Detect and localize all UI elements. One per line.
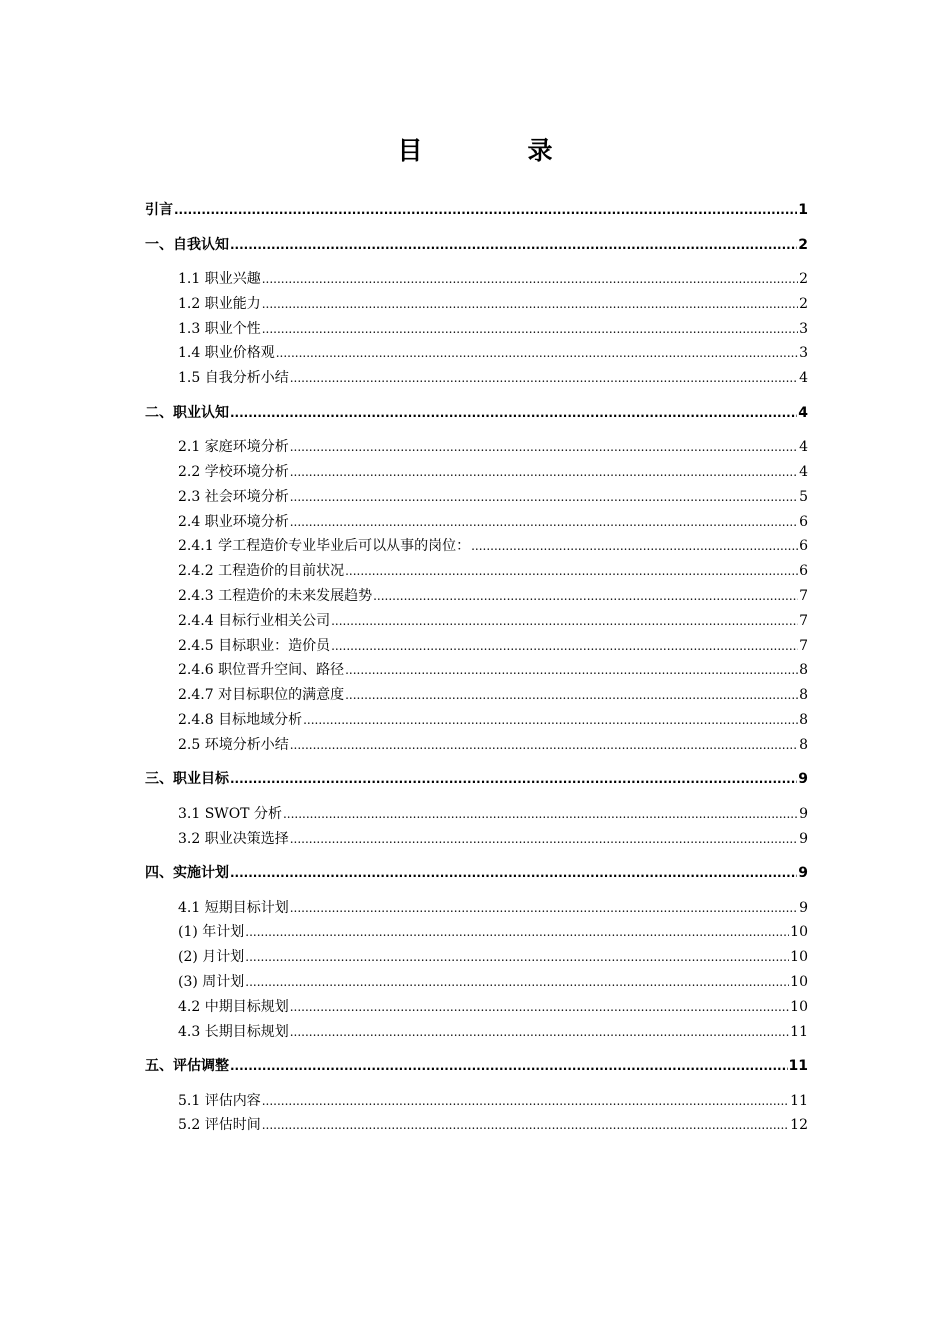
toc-entry[interactable] — [178, 684, 808, 706]
dot-leader — [245, 971, 789, 993]
toc-entry-page-number: 2 — [799, 296, 808, 312]
dot-leader — [262, 1114, 789, 1136]
dot-leader — [373, 585, 798, 607]
toc-entry-label: (1) 年计划 — [178, 924, 245, 940]
dot-leader — [331, 610, 798, 632]
dot-leader — [174, 199, 797, 221]
toc-entry-label: 2.4.7 对目标职位的满意度 — [178, 687, 345, 703]
dot-leader — [290, 436, 798, 458]
toc-entry-label: 2.4.4 目标行业相关公司 — [178, 613, 331, 629]
toc-entry-page-number: 9 — [798, 865, 808, 881]
toc-entry-label: 2.2 学校环境分析 — [178, 464, 289, 480]
toc-entry-page-number: 10 — [790, 949, 808, 965]
dot-leader — [345, 684, 798, 706]
toc-entry-label: 引言 — [145, 202, 173, 218]
dot-leader — [245, 921, 789, 943]
dot-leader — [345, 560, 798, 582]
toc-entry-label: 1.2 职业能力 — [178, 296, 261, 312]
toc-entry[interactable] — [178, 709, 808, 731]
toc-entry-label: 四、实施计划 — [145, 865, 229, 881]
toc-entry-label: 4.1 短期目标计划 — [178, 900, 289, 916]
toc-entry-page-number: 9 — [799, 806, 808, 822]
toc-entry-label: 2.4.3 工程造价的未来发展趋势 — [178, 588, 373, 604]
dot-leader — [230, 862, 797, 884]
dot-leader — [276, 342, 798, 364]
toc-entry[interactable] — [145, 768, 808, 790]
toc-entry[interactable] — [178, 511, 808, 533]
toc-entry-label: 1.3 职业个性 — [178, 321, 261, 337]
dot-leader — [262, 293, 798, 315]
toc-entry-label: 三、职业目标 — [145, 771, 229, 787]
toc-entry-label: 5.1 评估内容 — [178, 1093, 261, 1109]
dot-leader — [290, 486, 798, 508]
toc-entry-label: 一、自我认知 — [145, 237, 229, 253]
toc-entry[interactable] — [178, 803, 808, 825]
toc-entry-label: 4.3 长期目标规划 — [178, 1024, 289, 1040]
toc-entry-page-number: 11 — [790, 1024, 808, 1040]
toc-entry[interactable] — [178, 610, 808, 632]
toc-entry[interactable] — [178, 268, 808, 290]
toc-entry-page-number: 4 — [798, 405, 808, 421]
toc-entry[interactable] — [145, 234, 808, 256]
toc-entry[interactable] — [145, 402, 808, 424]
toc-entry-label: 1.1 职业兴趣 — [178, 271, 261, 287]
toc-entry-label: (3) 周计划 — [178, 974, 245, 990]
toc-entry-label: (2) 月计划 — [178, 949, 245, 965]
toc-entry[interactable] — [178, 921, 808, 943]
toc-entry-page-number: 8 — [799, 712, 808, 728]
toc-entry-page-number: 5 — [799, 489, 808, 505]
dot-leader — [290, 1021, 789, 1043]
toc-entry-page-number: 3 — [799, 345, 808, 361]
toc-entry-label: 2.1 家庭环境分析 — [178, 439, 289, 455]
toc-entry-label: 2.3 社会环境分析 — [178, 489, 289, 505]
toc-entry-page-number: 6 — [799, 538, 808, 554]
toc-entry-page-number: 8 — [799, 687, 808, 703]
toc-entry[interactable] — [178, 996, 808, 1018]
dot-leader — [290, 367, 798, 389]
dot-leader — [290, 461, 798, 483]
toc-entry[interactable] — [178, 828, 808, 850]
toc-entry-page-number: 2 — [798, 237, 808, 253]
toc-entry-page-number: 12 — [790, 1117, 808, 1133]
toc-entry-page-number: 11 — [790, 1093, 808, 1109]
toc-entry-page-number: 8 — [799, 737, 808, 753]
toc-entry[interactable] — [178, 971, 808, 993]
toc-entry[interactable] — [145, 199, 808, 221]
dot-leader — [230, 234, 797, 256]
toc-entry-page-number: 10 — [790, 974, 808, 990]
toc-entry-label: 2.4.2 工程造价的目前状况 — [178, 563, 345, 579]
toc-entry-label: 2.4.6 职位晋升空间、路径 — [178, 662, 345, 678]
toc-entry-page-number: 3 — [799, 321, 808, 337]
toc-entry-label: 二、职业认知 — [145, 405, 229, 421]
dot-leader — [471, 535, 798, 557]
dot-leader — [262, 1090, 789, 1112]
toc-entry-label: 2.4.5 目标职业：造价员 — [178, 638, 331, 654]
toc-entry[interactable] — [178, 1090, 808, 1112]
dot-leader — [230, 402, 797, 424]
dot-leader — [262, 268, 798, 290]
toc-entry-label: 1.5 自我分析小结 — [178, 370, 289, 386]
toc-title: 目 录 — [397, 136, 593, 165]
dot-leader — [290, 511, 798, 533]
toc-entry-page-number: 6 — [799, 563, 808, 579]
toc-entry[interactable] — [178, 436, 808, 458]
toc-entry-page-number: 7 — [799, 613, 808, 629]
toc-entry-label: 2.5 环境分析小结 — [178, 737, 289, 753]
toc-entry-page-number: 9 — [799, 831, 808, 847]
dot-leader — [290, 897, 798, 919]
toc-entry-page-number: 7 — [799, 588, 808, 604]
dot-leader — [245, 946, 789, 968]
dot-leader — [290, 828, 798, 850]
toc-entry[interactable] — [178, 1114, 808, 1136]
toc-entry[interactable] — [178, 659, 808, 681]
dot-leader — [331, 635, 798, 657]
toc-entry[interactable] — [178, 1021, 808, 1043]
toc-entry-label: 2.4.8 目标地域分析 — [178, 712, 303, 728]
dot-leader — [345, 659, 798, 681]
toc-entry-page-number: 2 — [799, 271, 808, 287]
toc-entry[interactable] — [178, 367, 808, 389]
toc-entry[interactable] — [178, 946, 808, 968]
toc-entry[interactable] — [178, 734, 808, 756]
toc-entry-page-number: 6 — [799, 514, 808, 530]
toc-entry-label: 3.2 职业决策选择 — [178, 831, 289, 847]
toc-entry[interactable] — [178, 318, 808, 340]
toc-entry-label: 五、评估调整 — [145, 1058, 229, 1074]
toc-entry[interactable] — [178, 486, 808, 508]
toc-entry-label: 4.2 中期目标规划 — [178, 999, 289, 1015]
toc-entry[interactable] — [178, 461, 808, 483]
dot-leader — [290, 734, 798, 756]
toc-entry-page-number: 4 — [799, 439, 808, 455]
toc-entry-page-number: 8 — [799, 662, 808, 678]
dot-leader — [230, 1055, 788, 1077]
dot-leader — [303, 709, 798, 731]
toc-entry-page-number: 1 — [798, 202, 808, 218]
toc-entry[interactable] — [178, 560, 808, 582]
toc-entry-label: 2.4 职业环境分析 — [178, 514, 289, 530]
toc-entry[interactable] — [178, 635, 808, 657]
toc-entry[interactable] — [178, 897, 808, 919]
toc-entry-page-number: 11 — [788, 1058, 808, 1074]
toc-entry-label: 2.4.1 学工程造价专业毕业后可以从事的岗位： — [178, 538, 471, 554]
toc-entry-label: 3.1 SWOT 分析 — [178, 806, 282, 822]
toc-entry-page-number: 9 — [798, 771, 808, 787]
toc-entry[interactable] — [178, 342, 808, 364]
toc-entry-label: 1.4 职业价格观 — [178, 345, 275, 361]
toc-entry-page-number: 10 — [790, 924, 808, 940]
toc-entry-page-number: 10 — [790, 999, 808, 1015]
toc-entry-page-number: 4 — [799, 370, 808, 386]
toc-entry[interactable] — [145, 1055, 808, 1077]
dot-leader — [290, 996, 789, 1018]
toc-entry[interactable] — [178, 585, 808, 607]
toc-entry-page-number: 9 — [799, 900, 808, 916]
toc-entry[interactable] — [178, 293, 808, 315]
toc-entry[interactable] — [145, 862, 808, 884]
toc-entry-label: 5.2 评估时间 — [178, 1117, 261, 1133]
toc-entry-page-number: 4 — [799, 464, 808, 480]
dot-leader — [230, 768, 797, 790]
toc-entry-page-number: 7 — [799, 638, 808, 654]
toc-entry[interactable] — [178, 535, 808, 557]
dot-leader — [262, 318, 798, 340]
dot-leader — [283, 803, 798, 825]
